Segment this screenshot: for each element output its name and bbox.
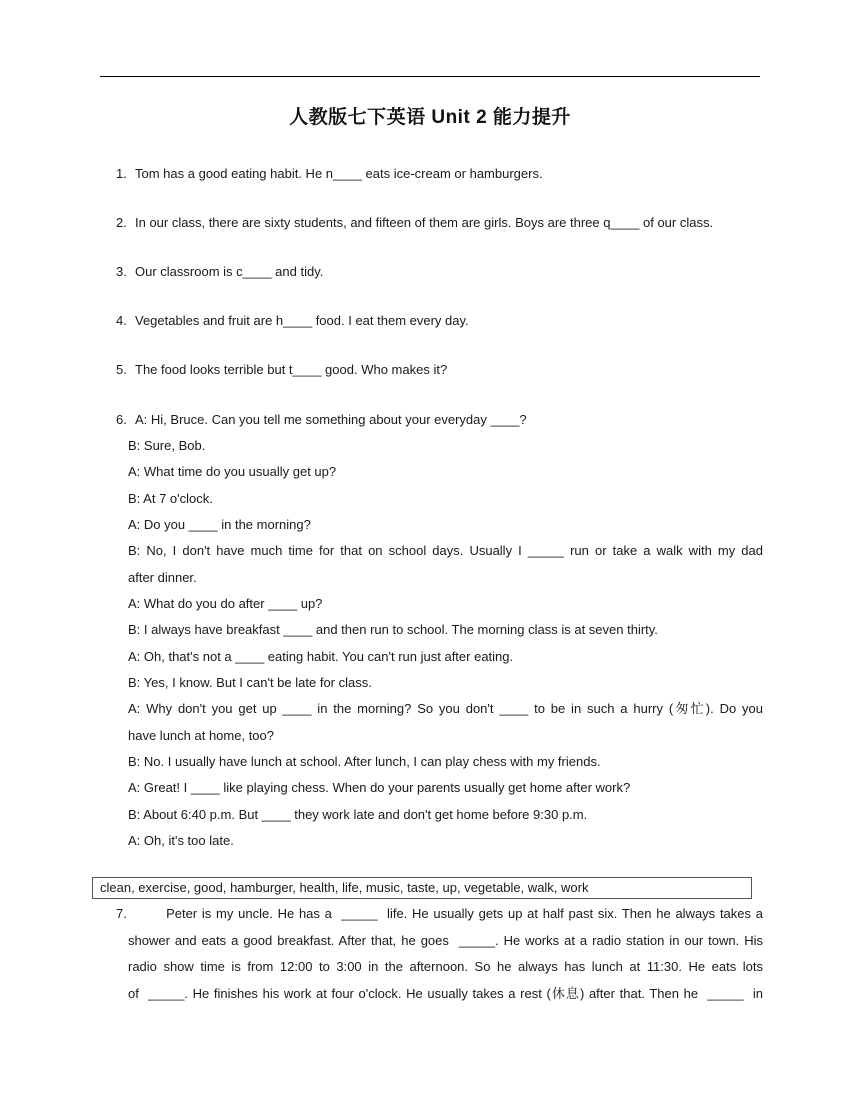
passage-line: of _____. He finishes his work at four o'clock. He usually takes a rest (休息) after that. Then he _____ in	[128, 986, 763, 1001]
dialogue-line: A: Why don't you get up ____ in the morning? So you don't ____ to be in such a hurry (匆忙). Do you	[128, 701, 763, 716]
passage-line: shower and eats a good breakfast. After that, he goes _____. He works at a radio station in our town. His	[128, 933, 763, 948]
question-6	[116, 412, 527, 428]
dialogue-line: after dinner.	[128, 570, 197, 585]
dialogue-line: B: Yes, I know. But I can't be late for class.	[128, 675, 372, 690]
question-2	[116, 215, 713, 231]
dialogue-line: A: Oh, it's too late.	[128, 833, 234, 848]
passage-line: radio show time is from 12:00 to 3:00 in the afternoon. So he always has lunch at 11:30. He eats lots	[128, 959, 763, 974]
question-text: Vegetables and fruit are h____ food. I eat them every day.	[135, 313, 469, 328]
passage-line: Peter is my uncle. He has a _____ life. He usually gets up at half past six. Then he always takes a	[128, 906, 764, 921]
dialogue-line: have lunch at home, too?	[128, 728, 274, 743]
dialogue-line: B: At 7 o'clock.	[128, 491, 213, 506]
question-text: In our class, there are sixty students, and fifteen of them are girls. Boys are three q____ of our class.	[135, 215, 714, 230]
dialogue-line: A: Do you ____ in the morning?	[128, 517, 311, 532]
dialogue-line: A: Hi, Bruce. Can you tell me something about your everyday ____?	[135, 412, 527, 427]
question-number: 4.	[116, 313, 127, 328]
dialogue-line: B: Sure, Bob.	[128, 438, 206, 453]
question-text: Our classroom is c____ and tidy.	[135, 264, 324, 279]
word-bank-box: clean, exercise, good, hamburger, health, life, music, taste, up, vegetable, walk, work	[92, 877, 752, 899]
question-text: Tom has a good eating habit. He n____ eats ice-cream or hamburgers.	[135, 166, 543, 181]
question-3	[116, 264, 323, 280]
dialogue-line: A: What do you do after ____ up?	[128, 596, 323, 611]
page-title: 人教版七下英语 Unit 2 能力提升	[289, 107, 571, 128]
question-text: The food looks terrible but t____ good. Who makes it?	[135, 362, 448, 377]
question-number: 1.	[116, 166, 127, 181]
question-number: 3.	[116, 264, 127, 279]
question-5	[116, 362, 447, 378]
header-rule	[100, 76, 760, 77]
dialogue-line: A: Great! I ____ like playing chess. When do your parents usually get home after work?	[128, 780, 631, 795]
question-number: 2.	[116, 215, 127, 230]
passage-number: 7.	[116, 906, 127, 921]
dialogue-line: A: Oh, that's not a ____ eating habit. You can't run just after eating.	[128, 649, 514, 664]
dialogue-line: B: No, I don't have much time for that on school days. Usually I _____ run or take a walk with my dad	[128, 543, 763, 558]
question-number: 5.	[116, 362, 127, 377]
dialogue-line: B: No. I usually have lunch at school. After lunch, I can play chess with my friends.	[128, 754, 601, 769]
dialogue-line: B: I always have breakfast ____ and then run to school. The morning class is at seven thirty.	[128, 622, 658, 637]
question-4	[116, 313, 469, 329]
dialogue-line: B: About 6:40 p.m. But ____ they work late and don't get home before 9:30 p.m.	[128, 807, 588, 822]
question-1	[116, 166, 543, 182]
dialogue-line: A: What time do you usually get up?	[128, 464, 337, 479]
question-number: 6.	[116, 412, 127, 427]
